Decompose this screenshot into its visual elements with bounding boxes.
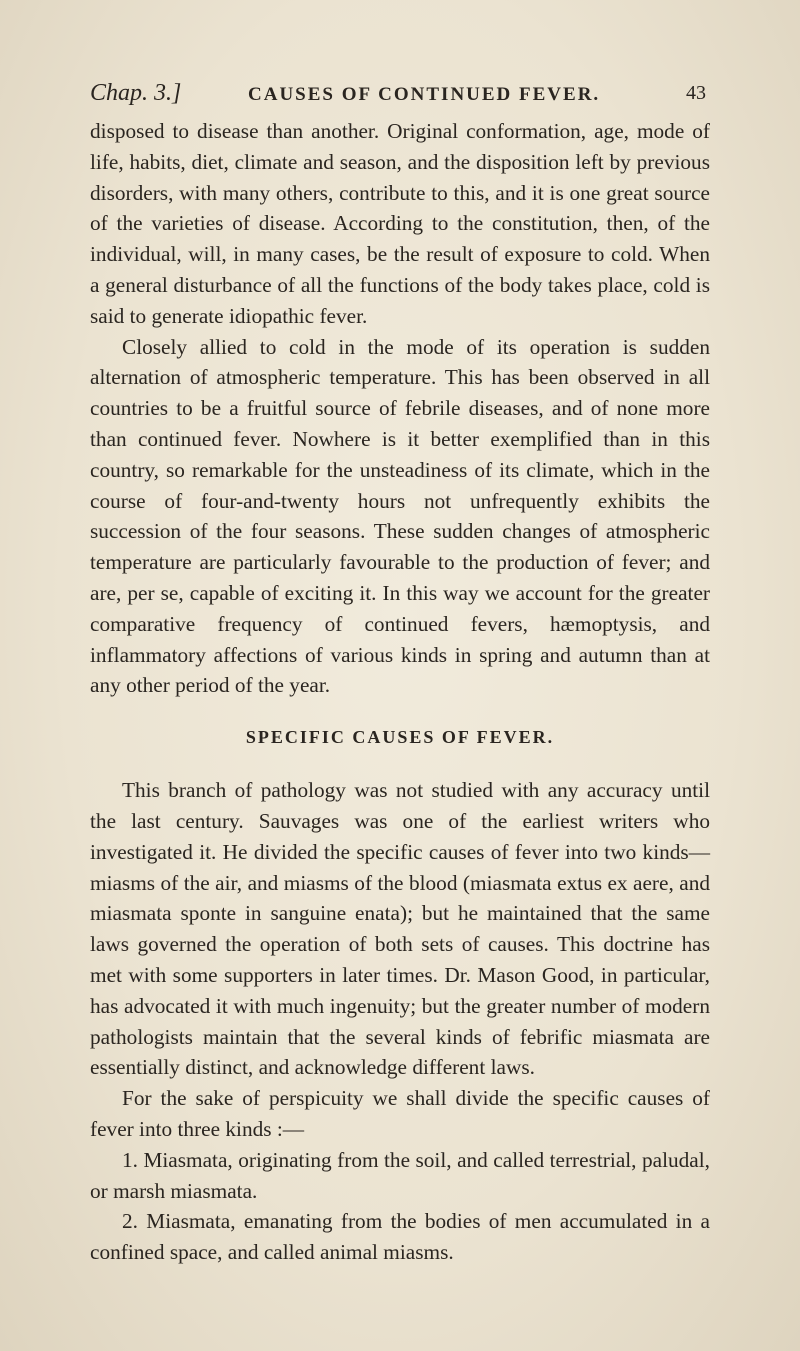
chapter-label: Chap. 3.] <box>90 80 182 106</box>
paragraph-alternation: Closely allied to cold in the mode of its operation is sudden alternation of atmospheric temperature. This has been observed in all countries to be a fruitful source of febrile diseases, and of none more than continued fever. Nowhere is it better exemplified than in this country, so remarkable for the unsteadiness of its climate, which in the course of four-and-twenty hours not unfrequently exhibits the succession of the four seasons. These sudden changes of atmospheric temperature are particularly favourable to the production of fever; and are, per se, capable of exciting it. In this way we account for the greater comparative frequency of continued fevers, hæmoptysis, and inflammatory affections of various kinds in spring and autumn than at any other period of the year. <box>90 334 710 698</box>
page-number: 43 <box>686 82 706 104</box>
causes-list <box>90 1145 710 1268</box>
section-heading: SPECIFIC CAUSES OF FEVER. <box>245 727 555 748</box>
paragraph-perspicuity: For the sake of perspicuity we shall divide the specific causes of fever into three kinds :— <box>90 1086 710 1141</box>
paragraph-continued: disposed to disease than another. Original conformation, age, mode of life, habits, diet, climate and season, and the disposition left by previous disorders, with many others, contribute to this, and it is one great source of the varieties of disease. According to the constitution, then, of the individual, will, in many cases, be the result of exposure to cold. When a general disturbance of all the functions of the body takes place, cold is said to generate idiopathic fever. <box>90 119 710 328</box>
page-body <box>90 116 710 1268</box>
running-title: CAUSES OF CONTINUED FEVER. <box>248 84 601 105</box>
list-item: 1. Miasmata, originating from the soil, and called terrestrial, paludal, or marsh miasmata. <box>90 1147 710 1203</box>
paragraph-pathology: This branch of pathology was not studied with any accuracy until the last century. Sauvages was one of the earliest writers who investigated it. He divided the specific causes of fever into two kinds—miasms of the air, and miasms of the blood (miasmata extus ex aere, and miasmata sponte in sanguine enata); but he maintained that the same laws governed the operation of both sets of causes. This doctrine has met with some supporters in later times. Dr. Mason Good, in particular, has advocated it with much ingenuity; but the greater number of modern pathologists maintain that the several kinds of febrific miasmata are essentially distinct, and acknowledge different laws. <box>90 778 710 1080</box>
running-header <box>90 80 710 110</box>
list-item: 2. Miasmata, emanating from the bodies of men accumulated in a confined space, and called animal miasms. <box>90 1209 710 1265</box>
